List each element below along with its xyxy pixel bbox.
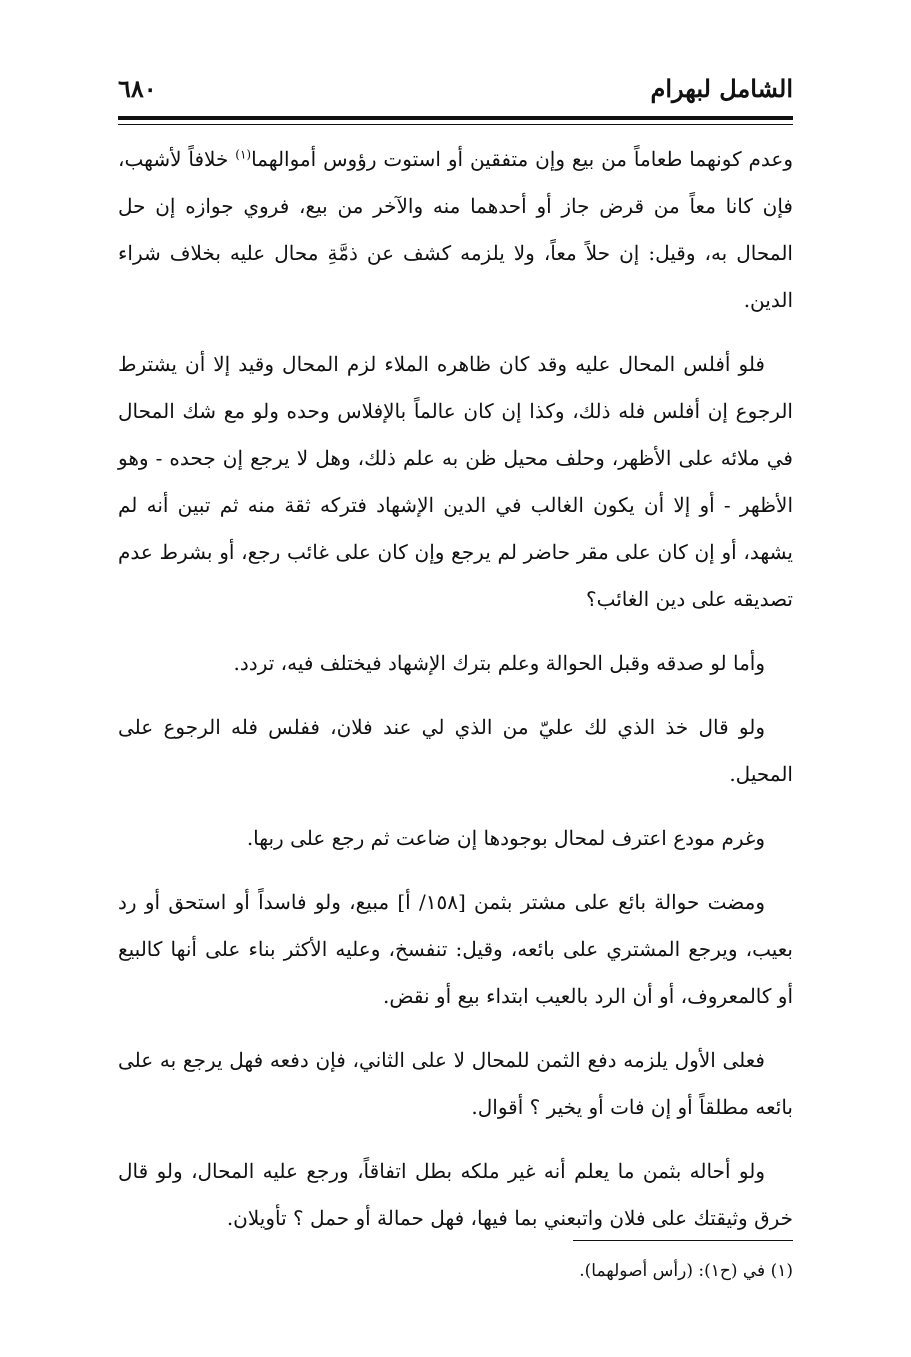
paragraph-1-text-after: خلافاً لأشهب، فإن كانا معاً من قرض جاز أو أحدهما منه والآخر من بيع، فروي جوازه إن حل المحال به، وقيل: إن حلاً معاً، ولا يلزمه كشف عن ذمَّةِ محال عليه بخلاف شراء الدين.: [118, 147, 793, 312]
paragraph-1-text-before: وعدم كونهما طعاماً من بيع وإن متفقين أو استوت رؤوس أموالهما: [251, 147, 793, 171]
footnote-marker: (١): [235, 147, 252, 162]
page-number: ٦٨٠: [118, 73, 157, 103]
header-rule-thick: [118, 116, 793, 120]
footnote-separator: [573, 1240, 793, 1241]
paragraph-1: [118, 136, 793, 324]
header-rule-thin: [118, 124, 793, 125]
running-title: الشامل لبهرام: [650, 73, 793, 103]
footnote: (١) في (ح١): (رأس أصولهما).: [579, 1261, 793, 1281]
paragraph-7: فعلى الأول يلزمه دفع الثمن للمحال لا على الثاني، فإن دفعه فهل يرجع به على بائعه مطلقاً أو إن فات أو يخير ؟ أقوال.: [118, 1048, 793, 1119]
paragraph-8: ولو أحاله بثمن ما يعلم أنه غير ملكه بطل اتفاقاً، ورجع عليه المحال، ولو قال خرق وثيقتك على فلان واتبعني بما فيها، فهل حمالة أو حمل ؟ تأويلان.: [118, 1159, 793, 1230]
paragraph-6: ومضت حوالة بائع على مشتر بثمن [١٥٨/ أ] مبيع، ولو فاسداً أو استحق أو رد بعيب، ويرجع المشتري على بائعه، وقيل: تنفسخ، وعليه الأكثر بناء على أنها كالبيع أو كالمعروف، أو أن الرد بالعيب ابتداء بيع أو نقض.: [118, 890, 793, 1008]
page-header: [118, 68, 793, 108]
main-text: [118, 136, 793, 1259]
paragraph-2: فلو أفلس المحال عليه وقد كان ظاهره الملاء لزم المحال وقيد إلا أن يشترط الرجوع إن أفلس فله ذلك، وكذا إن كان عالماً بالإفلاس وحده ولو مع شك المحال في ملائه على الأظهر، وحلف محيل ظن به علم ذلك، وهل لا يرجع إن جحده - وهو الأظهر - أو إلا أن يكون الغالب في الدين الإشهاد فتركه ثقة منه ثم تبين أنه لم يشهد، أو إن كان على مقر حاضر لم يرجع وإن كان على غائب رجع، أو بشرط عدم تصديقه على دين الغائب؟: [118, 352, 793, 611]
paragraph-3: وأما لو صدقه وقبل الحوالة وعلم بترك الإشهاد فيختلف فيه، تردد.: [233, 651, 765, 675]
paragraph-5: وغرم مودع اعترف لمحال بوجودها إن ضاعت ثم رجع على ربها.: [246, 826, 765, 850]
paragraph-4: ولو قال خذ الذي لك عليّ من الذي لي عند فلان، ففلس فله الرجوع على المحيل.: [118, 715, 793, 786]
